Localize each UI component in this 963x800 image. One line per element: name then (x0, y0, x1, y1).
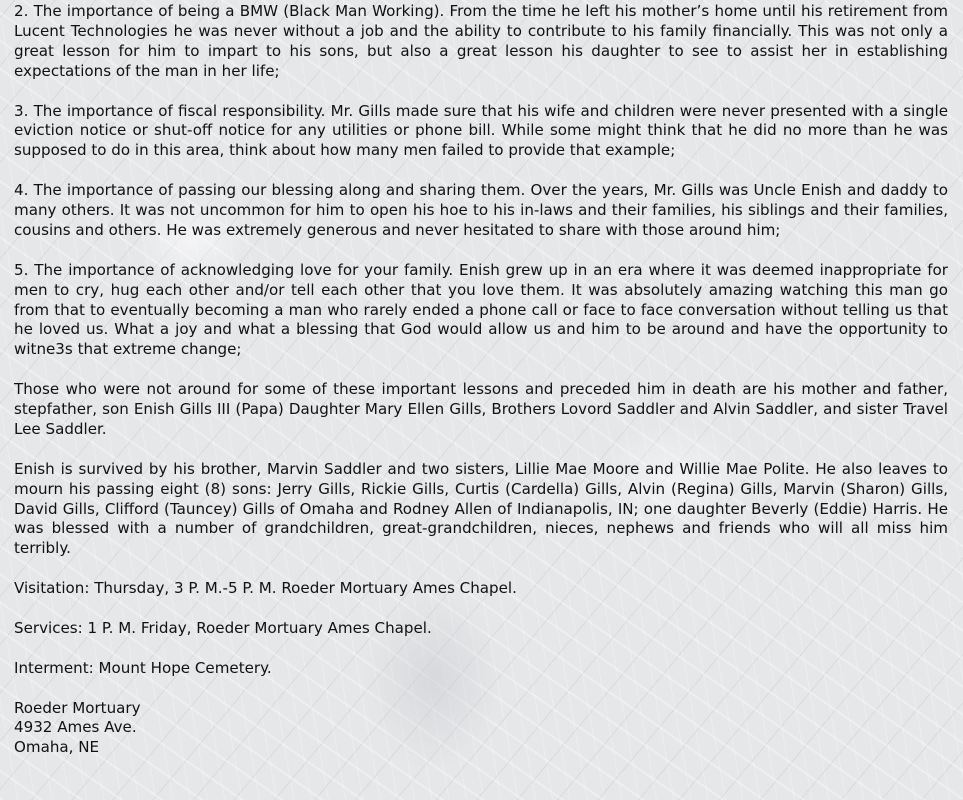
mortuary-city: Omaha, NE (14, 738, 100, 757)
mortuary-street: 4932 Ames Ave. (14, 718, 137, 737)
paragraph-lesson-2: 2. The importance of being a BMW (Black Man Working). From the time he left his mother’s home until his retirement from Lucent Technologies he was never without a job and the ability to contribute to his family financially. This was not only a great lesson for him to impart to his sons, but also a great lesson his daughter to see to assist her in establishing expectations of the man in her life; (14, 2, 948, 80)
mortuary-address (14, 699, 948, 759)
paragraph-survived-by: Enish is survived by his brother, Marvin Saddler and two sisters, Lillie Mae Moore and Willie Mae Polite. He also leaves to mourn his passing eight (8) sons: Jerry Gills, Rickie Gills, Curtis (Cardella) Gills, Alvin (Regina) Gills, Marvin (Sharon) Gills, David Gills, Clifford (Tauncey) Gills of Omaha and Rodney Allen of Indianapolis, IN; one daughter Beverly (Eddie) Harris. He was blessed with a number of grandchildren, great-grandchildren, nieces, nephews and friends who will all miss him terribly. (14, 459, 948, 558)
obituary-text (14, 0, 948, 758)
mortuary-name: Roeder Mortuary (14, 698, 141, 717)
visitation-line: Visitation: Thursday, 3 P. M.-5 P. M. Roeder Mortuary Ames Chapel. (14, 579, 517, 598)
paragraph-lesson-3: 3. The importance of fiscal responsibility. Mr. Gills made sure that his wife and children were never presented with a single eviction notice or shut-off notice for any utilities or phone bill. While some might think that he did no more than he was supposed to do in this area, think about how many men failed to provide that example; (14, 101, 948, 160)
services-line: Services: 1 P. M. Friday, Roeder Mortuary Ames Chapel. (14, 618, 432, 637)
interment-line: Interment: Mount Hope Cemetery. (14, 658, 272, 677)
paragraph-lesson-4: 4. The importance of passing our blessing along and sharing them. Over the years, Mr. Gills was Uncle Enish and daddy to many others. It was not uncommon for him to open his hoe to his in-laws and their families, his siblings and their families, cousins and others. He was extremely generous and never hesitated to share with those around him; (14, 181, 948, 239)
paragraph-lesson-5: 5. The importance of acknowledging love for your family. Enish grew up in an era where it was deemed inappropriate for men to cry, hug each other and/or tell each other that you love them. It was absolutely amazing watching this man go from that to eventually becoming a man who rarely ended a phone call or face to face conversation without telling us that he loved us. What a joy and what a blessing that God would allow us and him to be around and have the opportunity to witne3s that extreme change; (14, 260, 948, 359)
paragraph-preceded-in-death: Those who were not around for some of these important lessons and preceded him in death are his mother and father, stepfather, son Enish Gills III (Papa) Daughter Mary Ellen Gills, Brothers Lovord Saddler and Alvin Saddler, and sister Travel Lee Saddler. (14, 380, 948, 438)
